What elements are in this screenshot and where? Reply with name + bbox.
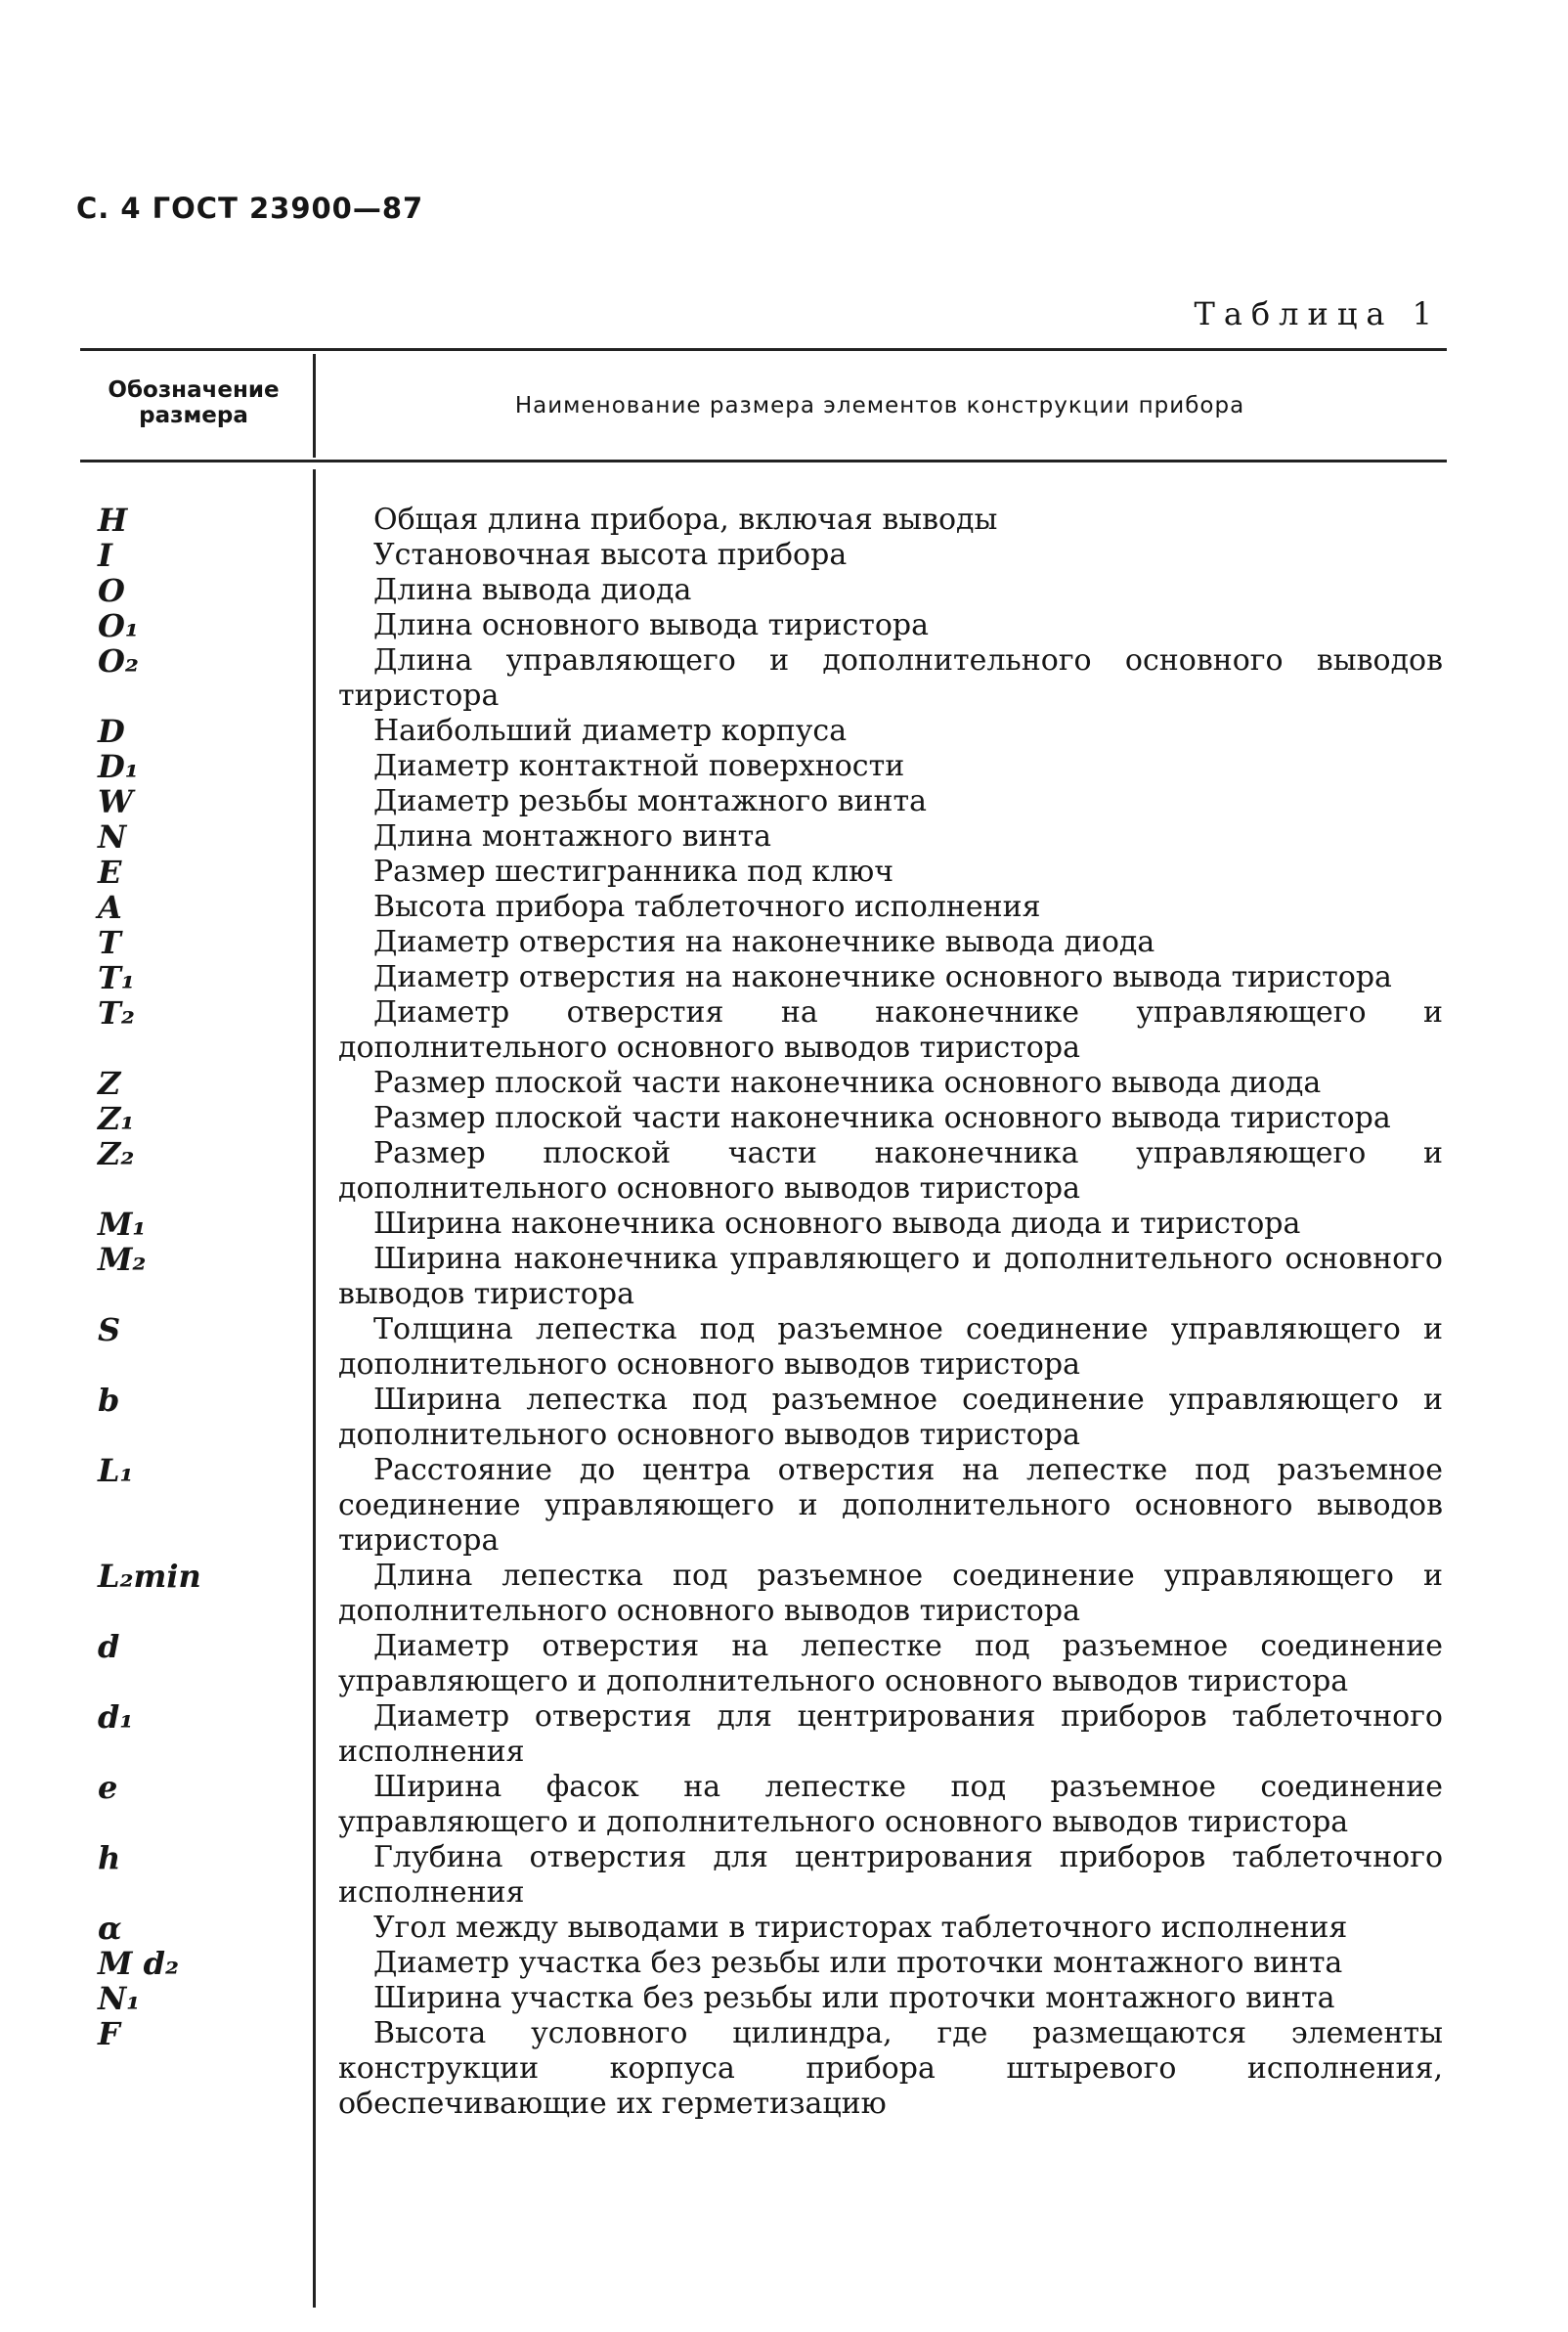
row-symbol: Z₁: [98, 1100, 135, 1137]
row-symbol: M d₂: [98, 1945, 179, 1982]
table-row: [0, 2016, 1568, 2122]
table-row: [0, 1911, 1568, 1946]
row-symbol: S: [98, 1311, 121, 1348]
table-header-rule: [80, 460, 1447, 462]
table-row: [0, 538, 1568, 573]
row-symbol: b: [98, 1382, 120, 1419]
row-symbol: D: [98, 713, 125, 750]
row-description: Диаметр отверстия на наконечнике вывода диода: [373, 925, 1155, 959]
row-description: Угол между выводами в тиристорах таблеточного исполнения: [373, 1911, 1348, 1945]
table-row: [0, 1770, 1568, 1840]
row-description: Длина монтажного винта: [373, 819, 772, 854]
row-description: Диаметр отверстия на наконечнике управляющего и дополнительного основного выводов тиристора: [338, 995, 1443, 1065]
row-description: Ширина наконечника управляющего и дополнительного основного выводов тиристора: [338, 1242, 1443, 1311]
row-symbol: W: [98, 783, 133, 820]
row-symbol: E: [98, 854, 122, 891]
table-body: [0, 503, 1568, 2122]
row-symbol: T: [98, 924, 121, 961]
row-symbol: T₂: [98, 994, 135, 1032]
row-description: Размер шестигранника под ключ: [373, 855, 894, 889]
table-row: [0, 855, 1568, 890]
table-row: [0, 784, 1568, 819]
table-row: [0, 1559, 1568, 1629]
row-symbol: α: [98, 1910, 122, 1947]
row-description: Диаметр отверстия на лепестке под разъемное соединение управляющего и дополнительного основного выводов тиристора: [338, 1629, 1443, 1698]
table-row: [0, 714, 1568, 749]
row-description: Наибольший диаметр корпуса: [373, 714, 848, 748]
column-header-symbol: Обозначение размера: [108, 377, 280, 428]
row-description: Диаметр участка без резьбы или проточки монтажного винта: [373, 1946, 1343, 1980]
row-symbol: M₂: [98, 1241, 147, 1278]
row-description: Диаметр резьбы монтажного винта: [373, 784, 928, 818]
row-symbol: D₁: [98, 748, 139, 785]
row-description: Установочная высота прибора: [373, 538, 848, 572]
row-symbol: I: [98, 537, 112, 574]
table-row: [0, 1101, 1568, 1136]
row-symbol: d₁: [98, 1698, 134, 1736]
row-description: Ширина участка без резьбы или проточки монтажного винта: [373, 1981, 1335, 2015]
table-row: [0, 925, 1568, 960]
table-row: [0, 1312, 1568, 1383]
row-description: Размер плоской части наконечника основного вывода диода: [373, 1066, 1322, 1100]
row-description: Ширина фасок на лепестке под разъемное соединение управляющего и дополнительного основного выводов тиристора: [338, 1770, 1443, 1839]
row-description: Длина лепестка под разъемное соединение управляющего и дополнительного основного выводов тиристора: [338, 1559, 1443, 1628]
table-caption: Таблица 1: [1194, 295, 1441, 332]
table-row: [0, 573, 1568, 608]
row-symbol: A: [98, 889, 122, 926]
table-row: [0, 1207, 1568, 1242]
row-description: Длина вывода диода: [373, 573, 692, 607]
row-symbol: Z₂: [98, 1135, 135, 1172]
row-description: Высота прибора таблеточного исполнения: [373, 890, 1041, 924]
row-description: Размер плоской части наконечника управляющего и дополнительного основного выводов тиристора: [338, 1136, 1443, 1206]
table-row: [0, 995, 1568, 1066]
table-row: [0, 1699, 1568, 1770]
table-row: [0, 1066, 1568, 1101]
row-symbol: L₁: [98, 1452, 134, 1489]
row-symbol: Z: [98, 1065, 121, 1102]
table-row: [0, 960, 1568, 995]
row-description: Диаметр контактной поверхности: [373, 749, 905, 783]
row-description: Диаметр отверстия на наконечнике основного вывода тиристора: [373, 960, 1392, 994]
row-description: Длина управляющего и дополнительного основного выводов тиристора: [338, 643, 1443, 713]
table-row: [0, 1383, 1568, 1453]
table-top-rule: [80, 348, 1447, 351]
row-symbol: N₁: [98, 1980, 141, 2017]
column-header-name: Наименование размера элементов конструкции прибора: [514, 393, 1245, 418]
table-row: [0, 1981, 1568, 2016]
row-symbol: h: [98, 1839, 121, 1876]
table-row: [0, 643, 1568, 714]
table-row: [0, 1453, 1568, 1559]
table-row: [0, 608, 1568, 643]
row-description: Ширина лепестка под разъемное соединение управляющего и дополнительного основного выводов тиристора: [338, 1383, 1443, 1452]
table-row: [0, 1629, 1568, 1699]
row-description: Высота условного цилиндра, где размещаются элементы конструкции корпуса прибора штыревого исполнения, обеспечивающие их герметизацию: [338, 2016, 1443, 2121]
row-symbol: M₁: [98, 1206, 147, 1243]
row-description: Глубина отверстия для центрирования приборов таблеточного исполнения: [338, 1840, 1443, 1910]
row-symbol: F: [98, 2015, 120, 2052]
page-header: С. 4 ГОСТ 23900—87: [76, 192, 424, 225]
row-description: Длина основного вывода тиристора: [373, 608, 929, 642]
table-row: [0, 890, 1568, 925]
row-description: Размер плоской части наконечника основного вывода тиристора: [373, 1101, 1391, 1135]
row-description: Расстояние до центра отверстия на лепестке под разъемное соединение управляющего и дополнительного основного выводов тиристора: [338, 1453, 1443, 1558]
row-description: Общая длина прибора, включая выводы: [373, 503, 998, 537]
row-symbol: O: [98, 572, 125, 609]
row-symbol: O₂: [98, 642, 139, 680]
row-symbol: e: [98, 1769, 118, 1806]
table-row: [0, 1136, 1568, 1207]
row-symbol: T₁: [98, 959, 135, 996]
row-symbol: H: [98, 502, 128, 539]
table-row: [0, 503, 1568, 538]
row-description: Толщина лепестка под разъемное соединение управляющего и дополнительного основного выводов тиристора: [338, 1312, 1443, 1382]
table-row: [0, 1242, 1568, 1312]
row-description: Диаметр отверстия для центрирования приборов таблеточного исполнения: [338, 1699, 1443, 1769]
table-row: [0, 1946, 1568, 1981]
row-symbol: d: [98, 1628, 120, 1665]
table-header-divider: [313, 354, 316, 458]
table-row: [0, 1840, 1568, 1911]
row-symbol: L₂min: [98, 1558, 201, 1595]
row-symbol: N: [98, 818, 127, 856]
row-description: Ширина наконечника основного вывода диода и тиристора: [373, 1207, 1301, 1241]
row-symbol: O₁: [98, 607, 139, 644]
table-row: [0, 749, 1568, 784]
table-row: [0, 819, 1568, 855]
